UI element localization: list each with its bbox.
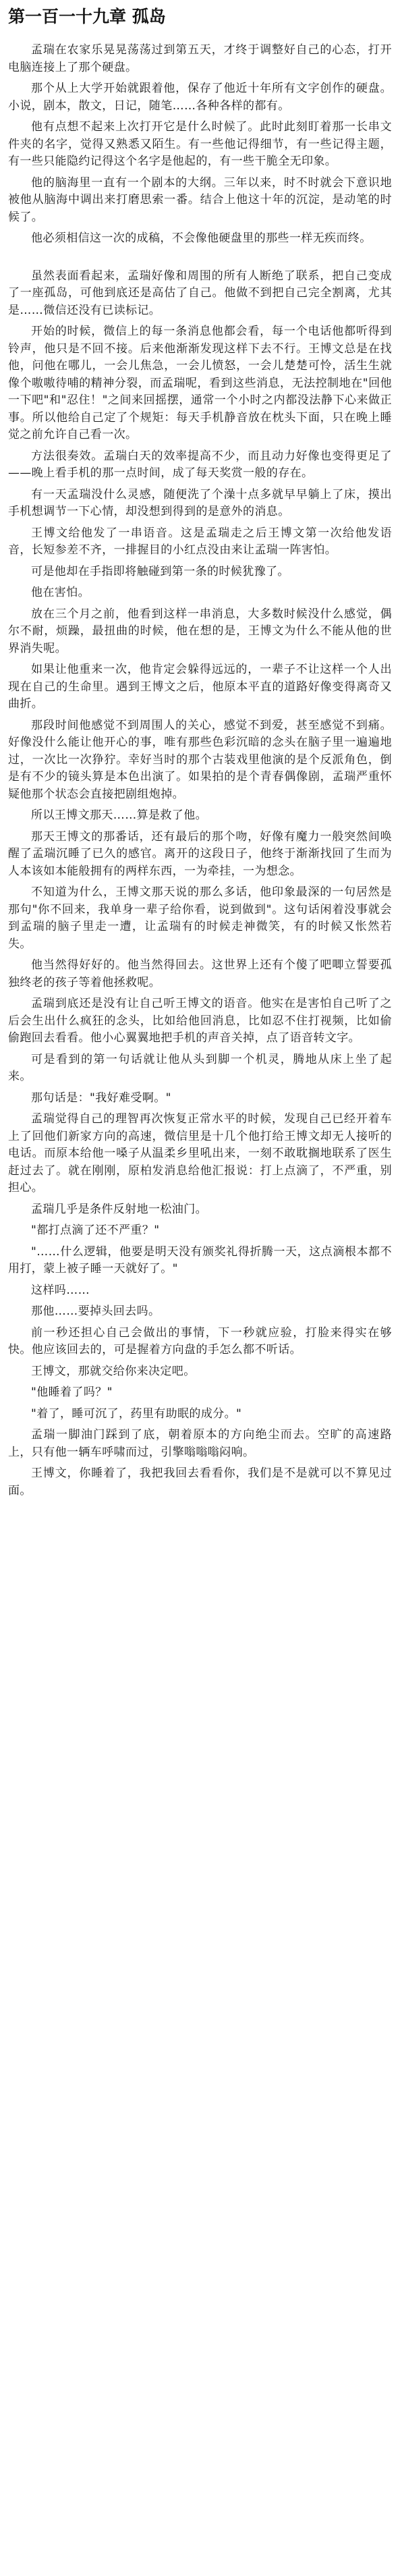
paragraph: 虽然表面看起来，孟瑞好像和周围的所有人断绝了联系，把自己变成了一座孤岛，可他到底还是高估了自己。他做不到把自己完全割离，尤其是……微信还没有已读标记。 [8,269,392,317]
paragraph: 有一天孟瑞没什么灵感，随便洗了个澡十点多就早早躺上了床，摸出手机想调节一下心情，却没想到得到的是意外的消息。 [8,487,392,518]
paragraph: 他在害怕。 [31,586,90,599]
chapter-body [8,42,392,1500]
paragraph: 放在三个月之前，他看到这样一串消息，大多数时候没什么感觉，偶尔不耐，烦躁，最扭曲的时候，他在想的是，王博文为什么不能从他的世界消失呢。 [8,607,392,655]
chapter-title: 第一百一十九章 孤岛 [8,7,166,26]
paragraph: 孟瑞几乎是条件反射地一松油门。 [31,1202,207,1216]
paragraph: 他当然得好好的。他当然得回去。这世界上还有个傻了吧唧立誓要孤独终老的孩子等着他拯救呢。 [8,958,392,989]
paragraph: 王博文，那就交给你来决定吧。 [31,1364,196,1378]
paragraph: "都打点滴了还不严重？" [31,1224,160,1237]
paragraph: 王博文给他发了一串语音。这是孟瑞走之后王博文第一次给他发语音，长短参差不齐，一排握目的小红点没由来让孟瑞一阵害怕。 [8,526,392,557]
paragraph: 他有点想不起来上次打开它是什么时候了。此时此刻盯着那一长串文件夹的名字，觉得又熟悉又陌生。有一些他记得细节，有一些记得主题，有一些只能隐约记得这个名字是他起的，有一些干脆全无印象。 [8,120,392,168]
paragraph: 这样吗…… [31,1283,90,1297]
paragraph: 前一秒还担心自己会做出的事情，下一秒就应验，打脸来得实在够快。他应该回去的，可是握着方向盘的手怎么都不听话。 [8,1325,392,1356]
paragraph: 孟瑞在农家乐晃晃荡荡过到第五天，才终于调整好自己的心态，打开电脑连接上了那个硬盘。 [8,43,392,74]
paragraph: 所以王博文那天……算是救了他。 [31,809,207,822]
paragraph: 不知道为什么，王博文那天说的那么多话，他印象最深的一句居然是那句"你不回来，我单身一辈子给你看，说到做到"。这句话闲着没事就会到孟瑞的脑子里走一遭，让孟瑞有的时候走神微笑，有的时候又怅然若失。 [8,885,392,951]
paragraph: 孟瑞到底还是没有让自己听王博文的语音。他实在是害怕自己听了之后会生出什么疯狂的念头，比如给他回消息，比如忍不住打视频，比如偷偷跑回去看看。他小心翼翼地把手机的声音关掉，点了语音转文字。 [8,997,392,1045]
paragraph: 那天王博文的那番话，还有最后的那个吻，好像有魔力一般突然间唤醒了孟瑞沉睡了已久的感官。离开的这段日子，他终于渐渐找回了生而为人本该如本能般拥有的两样东西，一为牵挂，一为想念。 [8,829,392,878]
paragraph: 那段时间他感觉不到周围人的关心，感觉不到爱，甚至感觉不到痛。好像没什么能让他开心的事，唯有那些色彩沉暗的念头在脑子里一遍遍地过，一次比一次狰狞。幸好当时的那个古装戏里他演的是个反派角色，倒是有不少的镜头算是本色出演了。如果拍的是个青春偶像剧，孟瑞严重怀疑他那个状态会直接把剧组炮掉。 [8,718,392,801]
paragraph: 那他……要掉头回去吗。 [31,1305,161,1318]
paragraph: "他睡着了吗？" [31,1386,113,1399]
paragraph: "……什么逻辑，他要是明天没有颁奖礼得折腾一天，这点滴根本都不用打，蒙上被子睡一天就好了。" [8,1244,392,1276]
paragraph: 开始的时候，微信上的每一条消息他都会看，每一个电话他都听得到铃声，他只是不回不接。后来他渐渐发现这样下去不行。王博文总是在找他，问他在哪儿，一会儿焦急，一会儿愤怒，一会儿楚楚可怜，活生生就像个嗷嗷待哺的精神分裂，而孟瑞呢，看到这些消息，无法控制地在"回他一下吧"和"忍住！"之间来回摇摆，通常一个小时之内都没法静下心来做正事。所以他给自己定了个规矩：每天手机静音放在枕头下面，只在晚上睡觉之前允许自己看一次。 [8,325,392,441]
paragraph: 他的脑海里一直有一个剧本的大纲。三年以来，时不时就会下意识地被他从脑海中调出来打磨思索一番。结合上他这十年的沉淀，是动笔的时候了。 [8,175,392,224]
paragraph: 王博文，你睡着了，我把我回去看看你，我们是不是就可以不算见过面。 [8,1467,392,1498]
paragraph: "着了，睡可沉了，药里有助眠的成分。" [31,1406,242,1421]
paragraph: 孟瑞觉得自己的理智再次恢复正常水平的时候，发现自己已经开着车上了回他们新家方向的高速，微信里是十几个他打给王博文却无人接听的电话。而原本给他一嗓子从温柔乡里吼出来，一刻不敢耽搁地联系了医生赶过去了。就在刚刚，原柏发消息给他汇报说：打上点滴了，不严重，别担心。 [8,1112,392,1195]
paragraph: 可是他却在手指即将触碰到第一条的时候犹豫了。 [31,564,289,578]
paragraph: 可是看到的第一句话就让他从头到脚一个机灵，腾地从床上坐了起来。 [8,1052,392,1083]
paragraph: 那个从上大学开始就跟着他，保存了他近十年所有文字创作的硬盘。小说，剧本，散文，日记，随笔……各种各样的都有。 [8,82,392,113]
paragraph: 如果让他重来一次，他肯定会躲得远远的，一辈子不让这样一个人出现在自己的生命里。遇到王博文之后，他原本平直的道路好像变得离奇又曲折。 [8,663,392,711]
paragraph: 他必须相信这一次的成稿，不会像他硬盘里的那些一样无疾而终。 [31,231,372,245]
paragraph: 孟瑞一脚油门踩到了底，朝着原本的方向绝尘而去。空旷的高速路上，只有他一辆车呼啸而过，引擎嗡嗡嗡闷响。 [8,1428,392,1459]
paragraph: 那句话是："我好难受啊。" [31,1091,171,1105]
paragraph: 方法很奏效。孟瑞白天的效率提高不少，而且动力好像也变得更足了——晚上看手机的那一点时间，成了每天奖赏一般的存在。 [8,449,392,480]
